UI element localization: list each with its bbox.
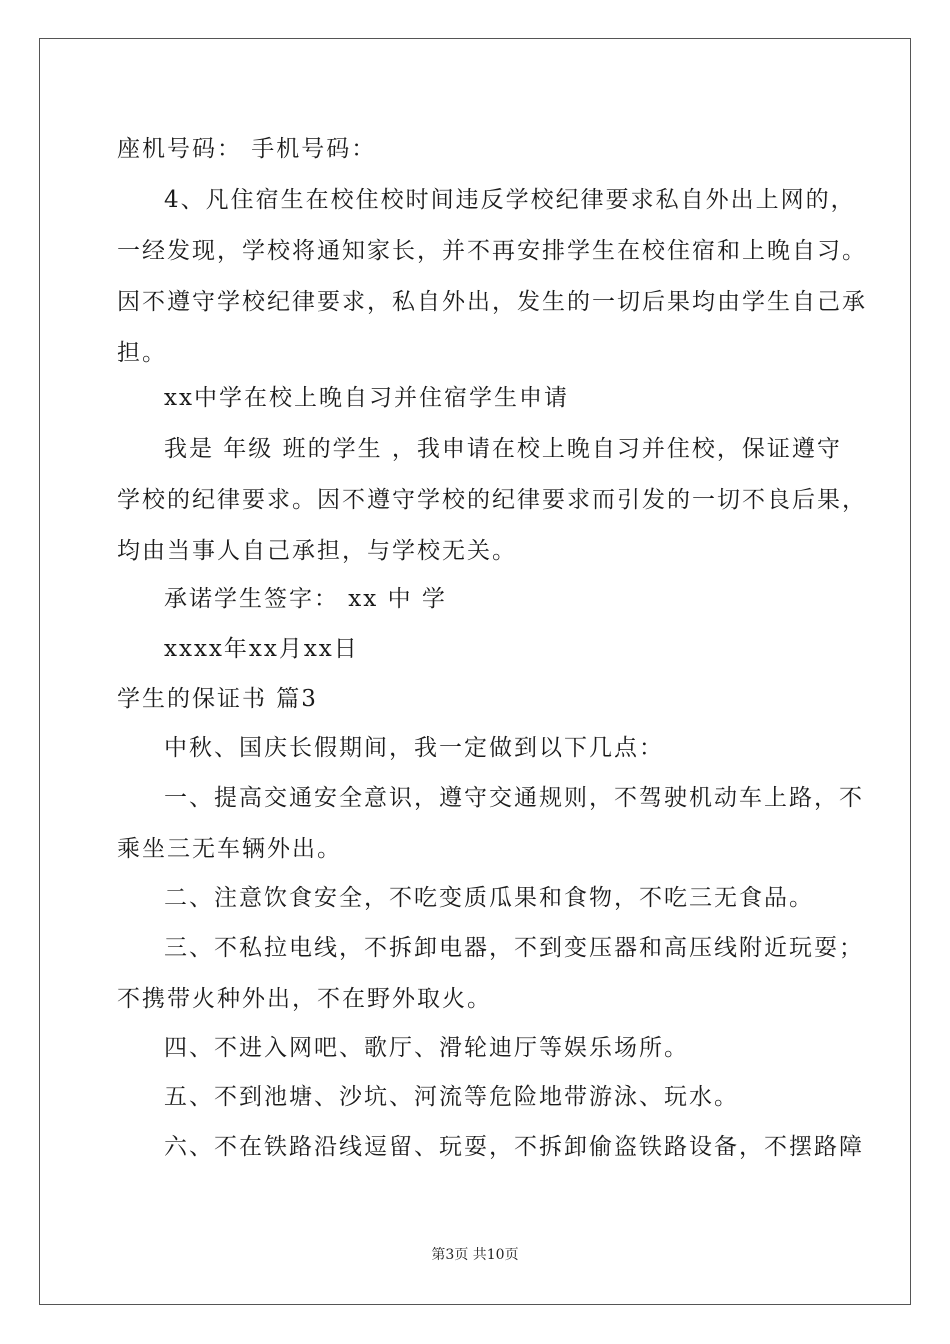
- page-border: [39, 38, 911, 1305]
- contact-numbers-line: 座机号码： 手机号码：: [117, 136, 377, 162]
- paragraph-line: 二、注意饮食安全，不吃变质瓜果和食物，不吃三无食品。: [164, 885, 814, 911]
- paragraph-line: 三、不私拉电线，不拆卸电器，不到变压器和高压线附近玩耍；: [164, 935, 864, 961]
- page-number-footer: 第3页 共10页: [431, 1247, 519, 1263]
- application-title: xx中学在校上晚自习并住宿学生申请: [164, 385, 569, 411]
- paragraph-line: 中秋、国庆长假期间，我一定做到以下几点：: [164, 735, 664, 761]
- paragraph-line: 乘坐三无车辆外出。: [117, 836, 342, 862]
- paragraph-line: 因不遵守学校纪律要求，私自外出，发生的一切后果均由学生自己承: [117, 289, 867, 315]
- paragraph-line: 4、凡住宿生在校住校时间违反学校纪律要求私自外出上网的，: [164, 187, 856, 213]
- paragraph-line: 不携带火种外出，不在野外取火。: [117, 986, 492, 1012]
- section-heading: 学生的保证书 篇3: [117, 686, 318, 712]
- signature-line: 承诺学生签字： xx 中 学: [164, 586, 447, 612]
- paragraph-line: 担。: [117, 340, 167, 366]
- paragraph-line: 一、提高交通安全意识，遵守交通规则，不驾驶机动车上路，不: [164, 785, 864, 811]
- paragraph-line: 六、不在铁路沿线逗留、玩耍，不拆卸偷盗铁路设备，不摆路障: [164, 1134, 864, 1160]
- paragraph-line: 一经发现，学校将通知家长，并不再安排学生在校住宿和上晚自习。: [117, 238, 867, 264]
- paragraph-line: 学校的纪律要求。因不遵守学校的纪律要求而引发的一切不良后果，: [117, 487, 867, 513]
- paragraph-line: 四、不进入网吧、歌厅、滑轮迪厅等娱乐场所。: [164, 1035, 689, 1061]
- paragraph-line: 均由当事人自己承担，与学校无关。: [117, 538, 517, 564]
- paragraph-line: 我是 年级 班的学生 ，我申请在校上晚自习并住校，保证遵守: [164, 436, 842, 462]
- date-line: xxxx年xx月xx日: [164, 636, 359, 662]
- paragraph-line: 五、不到池塘、沙坑、河流等危险地带游泳、玩水。: [164, 1084, 739, 1110]
